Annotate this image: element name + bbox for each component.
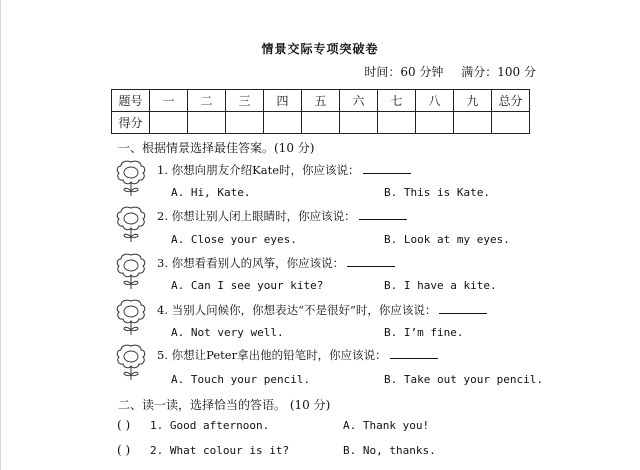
flower-icon [115,205,147,245]
score-blank-cell [264,112,302,134]
option-b[interactable]: B. Take out your pencil. [384,373,543,386]
answer-blank[interactable] [347,256,395,267]
score-blank-cell [340,112,378,134]
prompt-text: 2. What colour is it? [150,444,290,457]
flower-icon [115,298,147,338]
option-b[interactable]: B. I have a kite. [384,279,497,292]
answer-bracket[interactable]: ( ) [117,418,131,432]
answer-bracket[interactable]: ( ) [117,443,131,457]
score-table-score-row [112,112,530,134]
option-a[interactable]: A. Touch your pencil. [171,373,311,386]
exam-meta [350,63,536,80]
score-cell: 五 [302,90,340,112]
question-text: 你想向朋友介绍Kate时，你应该说： [171,163,360,177]
question-text: 当别人问候你，你想表达“不是很好”时，你应该说： [171,303,437,317]
score-row-label: 得分 [112,112,150,134]
question-1 [157,162,411,178]
flower-icon [115,252,147,292]
score-blank-cell [416,112,454,134]
option-a[interactable]: A. Close your eyes. [171,233,297,246]
option-a[interactable]: A. Hi, Kate. [171,186,251,199]
score-blank-cell [188,112,226,134]
prompt-text: 1. Good afternoon. [150,419,270,432]
score-cell-label: 题号 [112,90,150,112]
option-a[interactable]: A. Can I see your kite? [171,279,324,292]
question-3 [157,255,395,271]
answer-blank[interactable] [359,209,407,220]
score-blank-cell [302,112,340,134]
answer-blank[interactable] [363,163,411,174]
option-b[interactable]: B. This is Kate. [384,186,490,199]
choice-text: B. No, thanks. [343,444,436,457]
score-cell: 四 [264,90,302,112]
score-cell: 六 [340,90,378,112]
score-blank-cell [378,112,416,134]
question-text: 你想让Peter拿出他的铅笔时，你应该说： [171,348,387,362]
question-number: 2. [157,209,168,223]
option-b[interactable]: B. I’m fine. [384,326,464,339]
option-b[interactable]: B. Look at my eyes. [384,233,510,246]
score-cell: 九 [454,90,492,112]
score-blank-cell [492,112,530,134]
full-score: 满分：100 分 [461,65,536,79]
answer-blank[interactable] [439,303,487,314]
choice-text: A. Thank you! [343,419,430,432]
option-a[interactable]: A. Not very well. [171,326,284,339]
score-cell: 一 [150,90,188,112]
score-blank-cell [454,112,492,134]
answer-blank[interactable] [390,348,438,359]
score-cell: 二 [188,90,226,112]
section1-heading: 一、根据情景选择最佳答案。(10 分) [118,141,315,155]
time-limit: 时间：60 分钟 [364,65,444,79]
question-number: 1. [157,163,168,177]
flower-icon [115,343,147,383]
question-2 [157,208,407,224]
score-cell-total: 总分 [492,90,530,112]
question-number: 3. [157,256,168,270]
question-4 [157,302,487,318]
score-table-header-row [112,90,530,112]
question-text: 你想让别人闭上眼睛时，你应该说： [171,209,356,223]
section2-heading: 二、读一读，选择恰当的答语。 (10 分) [118,398,331,412]
score-blank-cell [150,112,188,134]
score-cell: 七 [378,90,416,112]
flower-icon [115,159,147,199]
question-number: 4. [157,303,168,317]
page-left-edge [0,0,1,470]
score-blank-cell [226,112,264,134]
score-cell: 三 [226,90,264,112]
score-table [111,89,530,134]
question-text: 你想看看别人的风筝，你应该说： [171,256,345,270]
page-title: 情景交际专项突破卷 [261,42,379,56]
score-cell: 八 [416,90,454,112]
question-5 [157,347,438,363]
question-number: 5. [157,348,168,362]
